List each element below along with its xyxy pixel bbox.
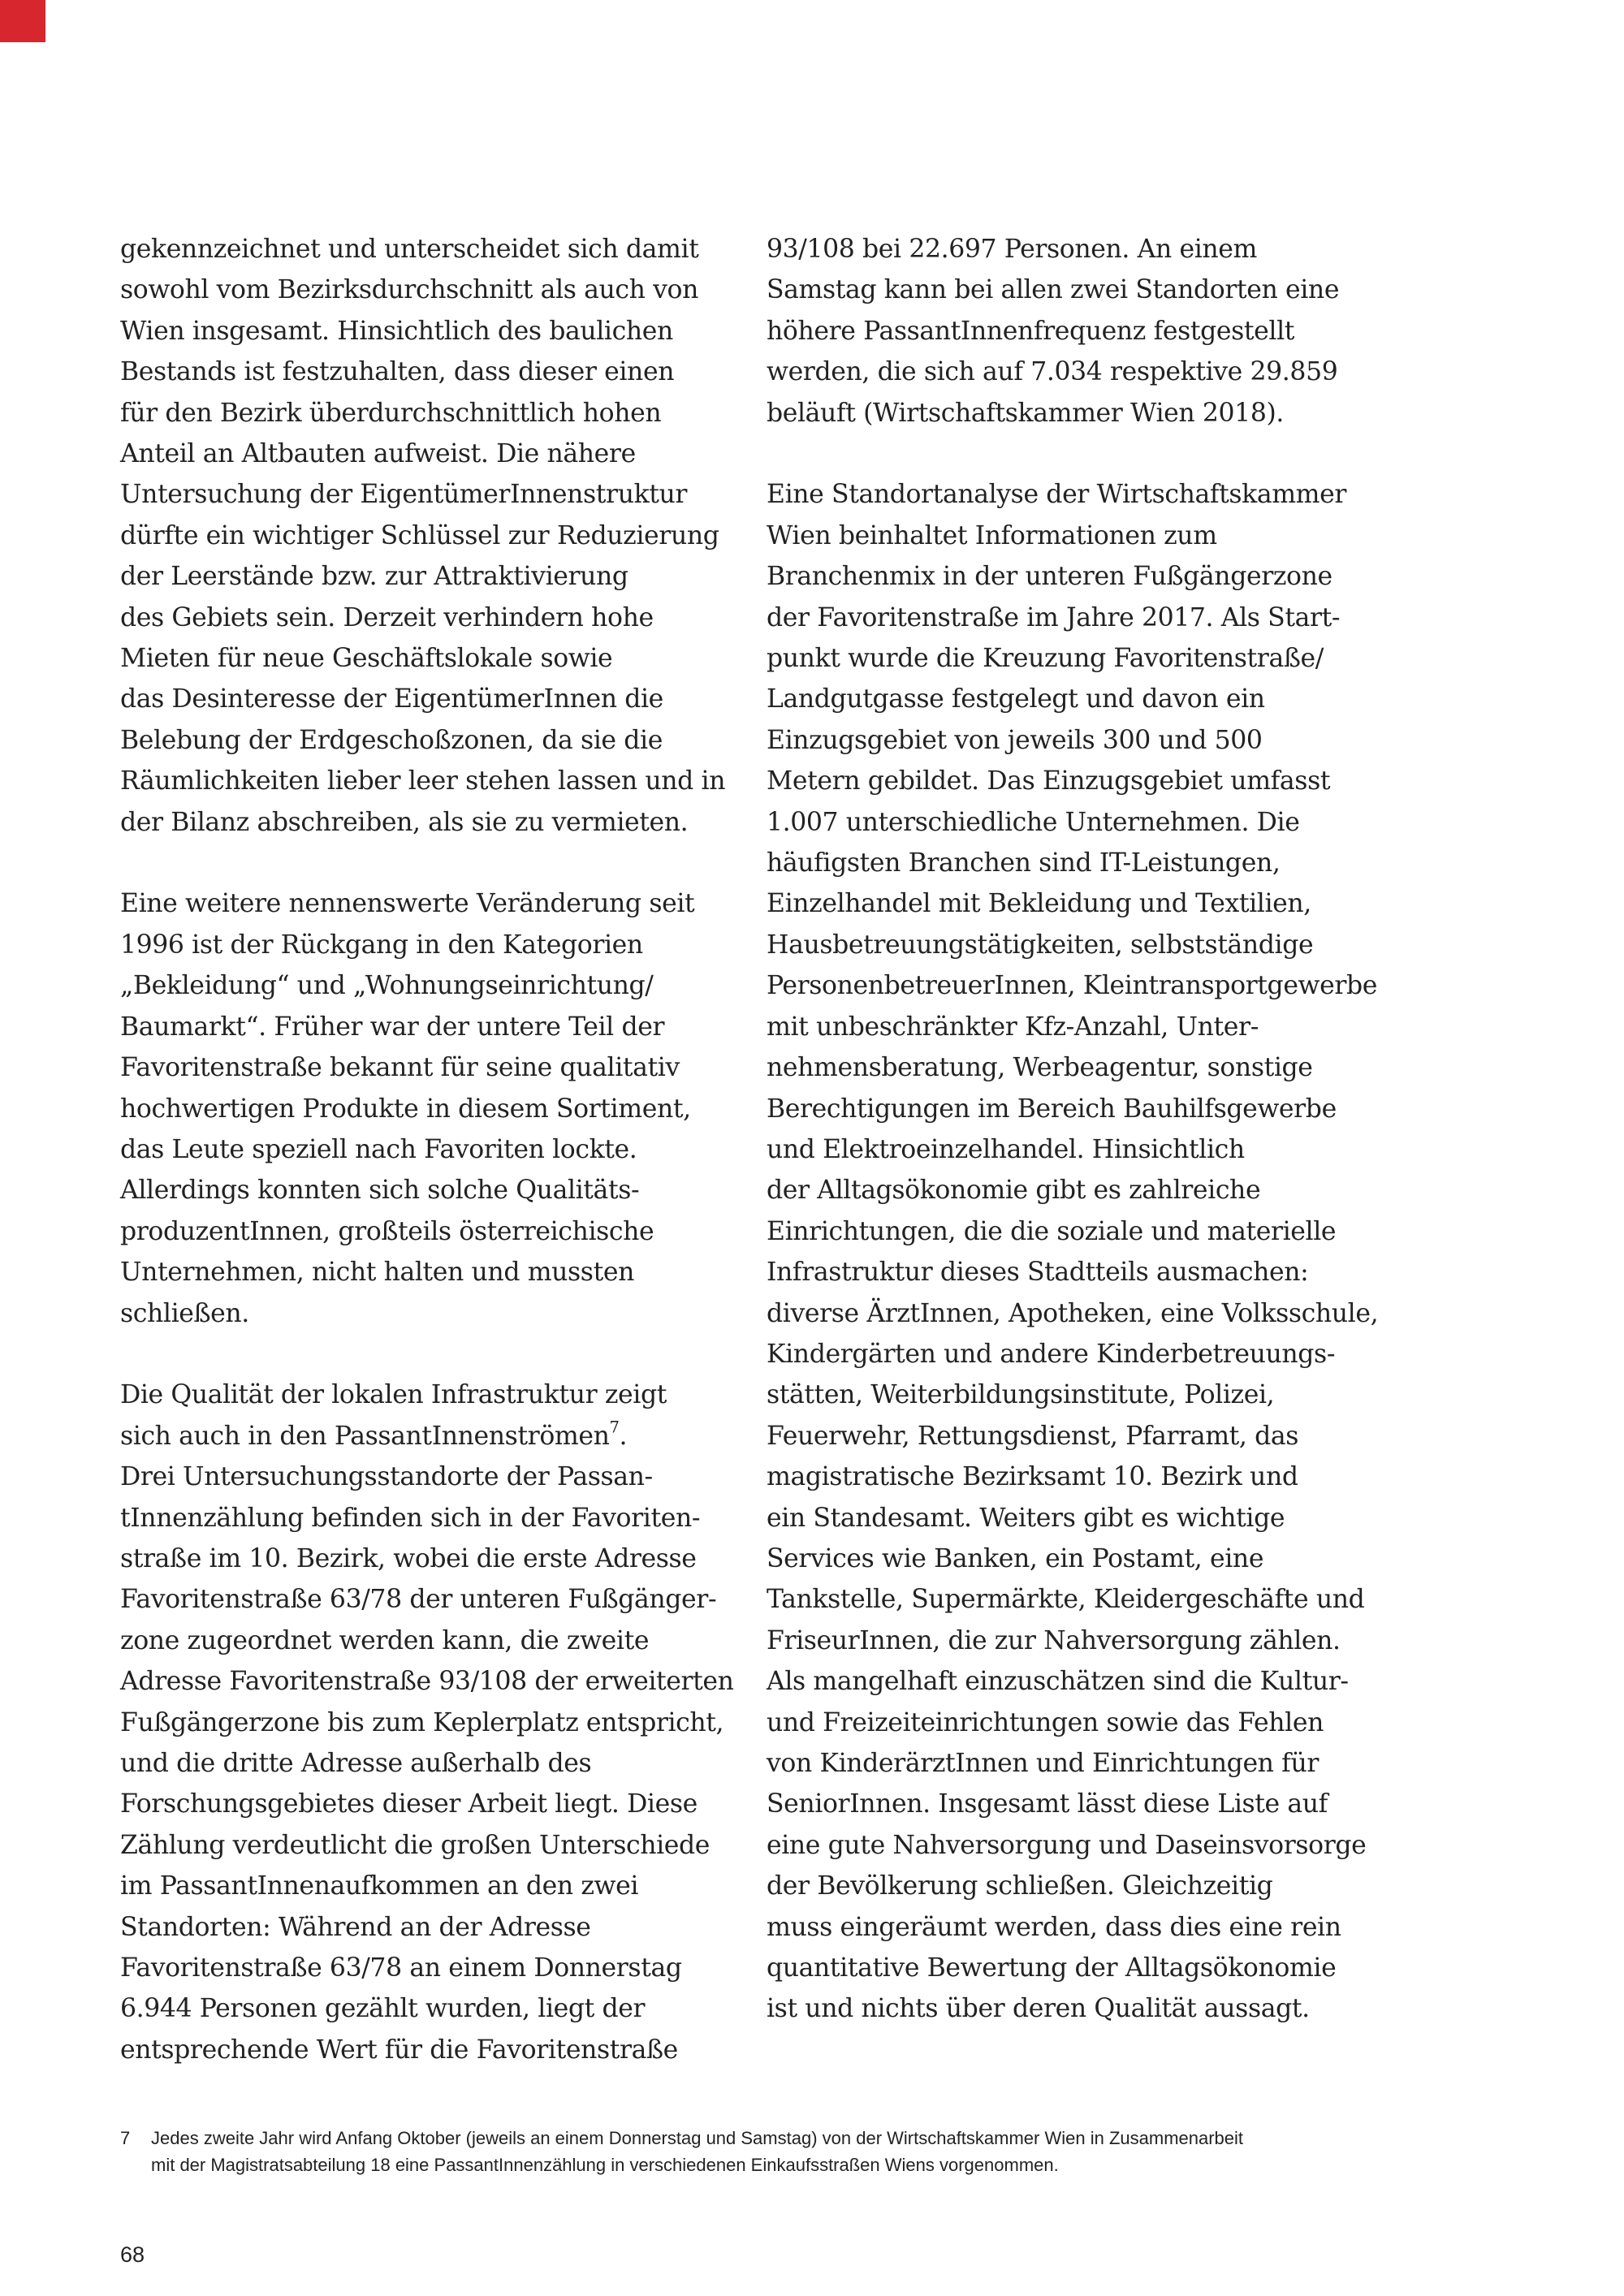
footnote-number: 7 bbox=[120, 2128, 131, 2148]
text-line: schließen. bbox=[120, 1298, 249, 1328]
text-line: Einzugsgebiet von jeweils 300 und 500 bbox=[767, 725, 1263, 755]
text-line: „Bekleidung“ und „Wohnungseinrichtung/ bbox=[120, 971, 654, 1001]
text-line: SeniorInnen. Insgesamt lässt diese Liste auf bbox=[767, 1789, 1328, 1819]
text-line: Kindergärten und andere Kinderbetreuungs- bbox=[767, 1339, 1336, 1369]
text-line: Branchenmix in der unteren Fußgängerzone bbox=[767, 562, 1332, 592]
text-line: Eine weitere nennenswerte Veränderung seit bbox=[120, 889, 695, 919]
text-line: Baumarkt“. Früher war der untere Teil der bbox=[120, 1012, 665, 1042]
text-line: Tankstelle, Supermärkte, Kleidergeschäfte und bbox=[767, 1585, 1365, 1615]
text-line: Samstag kann bei allen zwei Standorten eine bbox=[767, 275, 1340, 305]
text-line: Standorten: Während an der Adresse bbox=[120, 1912, 591, 1942]
text-line: punkt wurde die Kreuzung Favoritenstraße/ bbox=[767, 644, 1324, 674]
text-line: straße im 10. Bezirk, wobei die erste Adresse bbox=[120, 1543, 697, 1573]
paragraph-continuation bbox=[120, 1457, 734, 2070]
text-line: dürfte ein wichtiger Schlüssel zur Reduzierung bbox=[120, 520, 719, 550]
text-line: der Favoritenstraße im Jahre 2017. Als Start- bbox=[767, 602, 1341, 632]
text-line: gekennzeichnet und unterscheidet sich damit bbox=[120, 235, 699, 264]
text-line: im PassantInnenaufkommen an den zwei bbox=[120, 1871, 639, 1901]
footnote-line: Jedes zweite Jahr wird Anfang Oktober (jeweils an einem Donnerstag und Samstag) von der Wirtschaftskammer Wien in Zusammenarbeit bbox=[151, 2128, 1244, 2148]
text-line: diverse ÄrztInnen, Apotheken, eine Volksschule, bbox=[767, 1298, 1379, 1328]
text-line: mit unbeschränkter Kfz-Anzahl, Unter- bbox=[767, 1012, 1259, 1042]
text-line: Einzelhandel mit Bekleidung und Textilien, bbox=[767, 889, 1311, 919]
text-line: Feuerwehr, Rettungsdienst, Pfarramt, das bbox=[767, 1421, 1299, 1451]
text-line: nehmensberatung, Werbeagentur, sonstige bbox=[767, 1053, 1313, 1083]
text-line: Die Qualität der lokalen Infrastruktur zeigt bbox=[120, 1380, 667, 1410]
footnote-line: mit der Magistratsabteilung 18 eine PassantInnenzählung in verschiedenen Einkaufsstraßen Wiens vorgenommen. bbox=[151, 2155, 1059, 2175]
text-line: der Leerstände bzw. zur Attraktivierung bbox=[120, 562, 628, 592]
paragraph bbox=[767, 229, 1367, 434]
text-line: und Freizeiteinrichtungen sowie das Fehlen bbox=[767, 1707, 1324, 1737]
text-line: Einrichtungen, die die soziale und materielle bbox=[767, 1216, 1337, 1246]
text-line: Zählung verdeutlicht die großen Unterschiede bbox=[120, 1830, 710, 1860]
footnote-reference[interactable]: 7 bbox=[609, 1418, 620, 1437]
text-line: Adresse Favoritenstraße 93/108 der erweiterten bbox=[120, 1667, 734, 1697]
text-line: 93/108 bei 22.697 Personen. An einem bbox=[767, 235, 1257, 264]
text-line: Infrastruktur dieses Stadtteils ausmachen: bbox=[767, 1258, 1309, 1288]
text-line: Favoritenstraße 63/78 der unteren Fußgänger- bbox=[120, 1585, 717, 1615]
text-line: muss eingeräumt werden, dass dies eine rein bbox=[767, 1912, 1341, 1942]
text-line: der Alltagsökonomie gibt es zahlreiche bbox=[767, 1176, 1261, 1206]
text-line: Wien insgesamt. Hinsichtlich des baulichen bbox=[120, 316, 673, 346]
left-text-column bbox=[120, 229, 734, 2070]
paragraph bbox=[120, 1375, 734, 2070]
text-line: sowohl vom Bezirksdurchschnitt als auch von bbox=[120, 275, 698, 305]
text-line: und Elektroeinzelhandel. Hinsichtlich bbox=[767, 1134, 1245, 1164]
text-line: PersonenbetreuerInnen, Kleintransportgewerbe bbox=[767, 971, 1378, 1001]
footnote bbox=[120, 2125, 1387, 2178]
text-line: für den Bezirk überdurchschnittlich hohen bbox=[120, 398, 662, 428]
page-number: 68 bbox=[120, 2242, 145, 2267]
text-line: Belebung der Erdgeschoßzonen, da sie die bbox=[120, 725, 663, 755]
text-line: tInnenzählung befinden sich in der Favoriten- bbox=[120, 1503, 701, 1533]
text-line: entsprechende Wert für die Favoritenstraße bbox=[120, 2035, 678, 2065]
text-line: 1996 ist der Rückgang in den Kategorien bbox=[120, 930, 643, 960]
text-line-part: sich auch in den PassantInnenströmen bbox=[120, 1421, 610, 1451]
text-line: Allerdings konnten sich solche Qualitäts- bbox=[120, 1176, 640, 1206]
text-line: Bestands ist festzuhalten, dass dieser einen bbox=[120, 357, 675, 387]
text-line: eine gute Nahversorgung und Daseinsvorsorge bbox=[767, 1830, 1367, 1860]
text-line: Metern gebildet. Das Einzugsgebiet umfasst bbox=[767, 766, 1331, 796]
text-line: werden, die sich auf 7.034 respektive 29.859 bbox=[767, 357, 1338, 387]
right-text-column bbox=[767, 229, 1379, 2030]
text-line: Forschungsgebietes dieser Arbeit liegt. Diese bbox=[120, 1789, 698, 1819]
paragraph bbox=[120, 229, 726, 843]
text-line: quantitative Bewertung der Alltagsökonomie bbox=[767, 1953, 1337, 1983]
text-line: Services wie Banken, ein Postamt, eine bbox=[767, 1543, 1264, 1573]
text-line: Landgutgasse festgelegt und davon ein bbox=[767, 684, 1265, 714]
text-line: der Bevölkerung schließen. Gleichzeitig bbox=[767, 1871, 1273, 1901]
text-line: ein Standesamt. Weiters gibt es wichtige bbox=[767, 1503, 1285, 1533]
text-line: Drei Untersuchungsstandorte der Passan- bbox=[120, 1462, 653, 1492]
text-line: Favoritenstraße bekannt für seine qualitativ bbox=[120, 1053, 680, 1083]
corner-color-mark bbox=[0, 0, 45, 42]
text-line-part: . bbox=[619, 1421, 628, 1451]
text-line: Als mangelhaft einzuschätzen sind die Kultur- bbox=[767, 1667, 1349, 1697]
text-line: hochwertigen Produkte in diesem Sortiment, bbox=[120, 1094, 691, 1124]
text-line: 1.007 unterschiedliche Unternehmen. Die bbox=[767, 807, 1300, 837]
text-line: Unternehmen, nicht halten und mussten bbox=[120, 1258, 634, 1288]
text-line: häufigsten Branchen sind IT-Leistungen, bbox=[767, 848, 1281, 878]
text-line: von KinderärztInnen und Einrichtungen für bbox=[767, 1749, 1319, 1779]
text-line: produzentInnen, großteils österreichische bbox=[120, 1216, 654, 1246]
text-line: der Bilanz abschreiben, als sie zu vermieten. bbox=[120, 807, 689, 837]
footnote-text bbox=[151, 2125, 1387, 2178]
text-line: 6.944 Personen gezählt wurden, liegt der bbox=[120, 1994, 646, 2024]
text-line: Eine Standortanalyse der Wirtschaftskammer bbox=[767, 480, 1347, 510]
text-line: stätten, Weiterbildungsinstitute, Polizei, bbox=[767, 1380, 1275, 1410]
paragraph bbox=[767, 474, 1379, 2029]
text-line: Favoritenstraße 63/78 an einem Donnerstag bbox=[120, 1953, 682, 1983]
text-line: und die dritte Adresse außerhalb des bbox=[120, 1749, 592, 1778]
text-line bbox=[120, 1416, 721, 1457]
text-line: das Desinteresse der EigentümerInnen die bbox=[120, 684, 663, 714]
text-line: FriseurInnen, die zur Nahversorgung zählen. bbox=[767, 1625, 1341, 1655]
text-line: das Leute speziell nach Favoriten lockte. bbox=[120, 1134, 637, 1164]
text-line: höhere PassantInnenfrequenz festgestellt bbox=[767, 316, 1295, 346]
text-line: zone zugeordnet werden kann, die zweite bbox=[120, 1625, 650, 1655]
text-line: Berechtigungen im Bereich Bauhilfsgewerbe bbox=[767, 1094, 1337, 1124]
text-line: Fußgängerzone bis zum Keplerplatz entspricht, bbox=[120, 1707, 724, 1737]
text-line: beläuft (Wirtschaftskammer Wien 2018). bbox=[767, 398, 1284, 428]
text-line: ist und nichts über deren Qualität aussagt. bbox=[767, 1994, 1310, 2024]
text-line: magistratische Bezirksamt 10. Bezirk und bbox=[767, 1462, 1298, 1492]
text-line: Hausbetreuungstätigkeiten, selbstständige bbox=[767, 930, 1314, 960]
text-line: Räumlichkeiten lieber leer stehen lassen und in bbox=[120, 766, 726, 796]
text-line: des Gebiets sein. Derzeit verhindern hohe bbox=[120, 602, 654, 632]
paragraph bbox=[120, 883, 721, 1333]
text-line: Anteil an Altbauten aufweist. Die nähere bbox=[120, 439, 636, 469]
text-line: Mieten für neue Geschäftslokale sowie bbox=[120, 644, 613, 674]
text-line: Untersuchung der EigentümerInnenstruktur bbox=[120, 480, 688, 510]
text-line: Wien beinhaltet Informationen zum bbox=[767, 520, 1217, 550]
